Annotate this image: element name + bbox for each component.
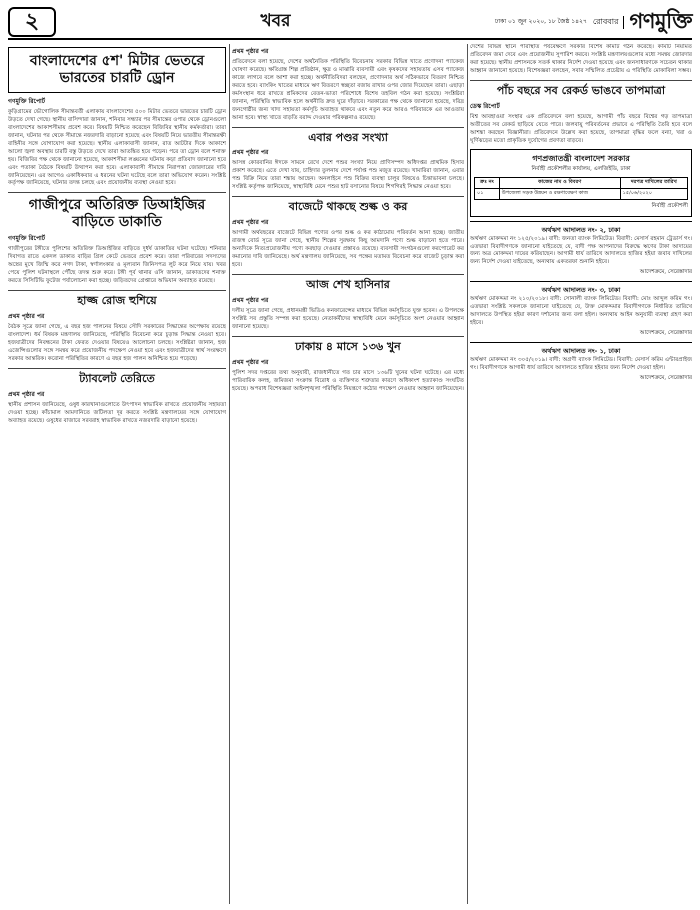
article-body: দেশের বিভিন্ন স্থানে পরিস্থিতি পর্যবেক্ষণে সরকার বিশেষ কমিটি গঠন করেছে। কমিটি নিয়মিত প্রতিবেদন জমা দেবে এবং প্রয়োজনীয় সুপারিশ করবে। সংশ্লিষ্ট মন্ত্রণালয়গুলোর মধ্যে সমন্বয় জোরদার করা হয়েছে। স্থানীয় প্রশাসনকে সতর্ক থাকার নির্দেশ দেওয়া হয়েছে এবং জনসাধারণকে সচেতন থাকার আহ্বান জানানো হয়েছে। বিশেষজ্ঞরা বলছেন, সবার সম্মিলিত প্রচেষ্টায় এ পরিস্থিতি মোকাবিলা সম্ভব। [470, 44, 692, 74]
newspaper-logo: গণমুক্তি [629, 8, 692, 33]
byline: প্রথম পৃষ্ঠার পর [232, 296, 269, 304]
column-left [8, 44, 226, 904]
table-row [475, 188, 688, 199]
table-cell: ০১ [475, 188, 500, 199]
headline-sheikh-hasina: আজ শেখ হাসিনার [306, 277, 390, 291]
court-title: অর্থঋণ আদালত নং- ২, ঢাকা [541, 225, 621, 234]
divider [8, 290, 226, 291]
article-body: কুড়িগ্রামের ভৌগোলিক সীমান্তবর্তী এলাকায় বাংলাদেশের ৫০০ মিটার ভেতরে ভারতের চারটি ড্রোন উড়তে দেখা গেছে। স্থানীয় বাসিন্দারা জানান, শনিবার সন্ধ্যার পর সীমান্তের ওপার থেকে ড্রোনগুলো বাংলাদেশের আকাশসীমায় প্রবেশ করে। বিষয়টি নিশ্চিত করেছেন বিজিবির স্থানীয় কর্মকর্তারা। তারা জানান, ঘটনার পর থেকে সীমান্তে নজরদারি বাড়ানো হয়েছে এবং বিষয়টি নিয়ে ভারতীয় সীমান্তরক্ষী বাহিনীর সঙ্গে যোগাযোগ করা হয়েছে। স্থানীয় এলাকাবাসী জানান, রাত আটটার দিকে আকাশে আলো জ্বলা অবস্থায় চারটি বস্তু উড়তে দেখে তারা আতঙ্কিত হয়ে পড়েন। পরে তা ড্রোন বলে শনাক্ত হয়। বিজিবির পক্ষ থেকে জানানো হয়েছে, আকাশসীমা লঙ্ঘনের ঘটনায় কড়া প্রতিবাদ জানানো হবে এবং পতাকা বৈঠকে বিষয়টি উত্থাপন করা হবে। এলাকাবাসী সীমান্তে নিরাপত্তা জোরদারের দাবি জানিয়েছেন। এর আগেও একাধিকবার এ ধরনের ঘটনা ঘটেছে বলে তারা অভিযোগ করেন। সংশ্লিষ্ট কর্তৃপক্ষ জানিয়েছে, ঘটনার তদন্ত চলছে এবং প্রয়োজনীয় ব্যবস্থা নেওয়া হবে। [8, 109, 226, 187]
page-number: ২ [8, 7, 56, 37]
table-header: দরপত্র দাখিলের তারিখ [620, 177, 687, 188]
byline: ডেস্ক রিপোর্ট [470, 102, 500, 110]
court-notice-3 [470, 342, 692, 383]
byline: গণমুক্তি রিপোর্ট [8, 98, 46, 106]
byline: প্রথম পৃষ্ঠার পর [8, 390, 45, 398]
table-header: কাজের নাম ও বিবরণ [499, 177, 620, 188]
headline-budget: বাজেটে থাকছে শুল্ক ও কর [288, 200, 408, 214]
divider [470, 80, 692, 81]
divider [232, 274, 464, 275]
column-divider [467, 44, 468, 904]
court-signature: আদেশক্রমে, সেরেস্তাদার [639, 374, 692, 381]
notice-subtitle: নির্বাহী প্রকৌশলীর কার্যালয়, এলজিইডি, ঢাকা [531, 166, 631, 173]
headline-hajj: হাজ্জ রোজ হুশিয়ে [77, 294, 157, 308]
date-line: ঢাকা ০১ জুন ২০২০, ১৮ জৈষ্ঠ ১৪২৭ [495, 18, 587, 26]
article-body: দলীয় সূত্রে জানা গেছে, প্রধানমন্ত্রী ভিডিও কনফারেন্সের মাধ্যমে বিভিন্ন কর্মসূচিতে যুক্ত হবেন। এ উপলক্ষে সংশ্লিষ্ট সব প্রস্তুতি সম্পন্ন করা হয়েছে। নেতাকর্মীদের স্বাস্থ্যবিধি মেনে কর্মসূচিতে অংশ নেওয়ার আহ্বান জানানো হয়েছে। [232, 307, 464, 330]
court-title: অর্থঋণ আদালত নং- ১, ঢাকা [541, 347, 621, 356]
column-divider [229, 44, 230, 904]
byline: প্রথম পৃষ্ঠার পর [232, 358, 269, 366]
divider [8, 368, 226, 369]
notice-signature: নির্বাহী প্রকৌশলী [651, 202, 688, 209]
court-title: অর্থঋণ আদালত নং- ৩, ঢাকা [541, 286, 621, 295]
byline: গণমুক্তি রিপোর্ট [8, 235, 46, 243]
court-body: অর্থঋণ মোকদ্দমা নং ২১০/২০১৮। বাদী: সোনালী ব্যাংক লিমিটেড। বিবাদী: মোঃ আব্দুল করিম গং। এতদ্বারা সংশ্লিষ্ট সকলকে জানানো যাইতেছে যে, উক্ত মোকদ্দমার বিবাদীগণকে নির্ধারিত তারিখে আদালতে উপস্থিত হইয়া কারণ দর্শানোর জন্য বলা হইল। অন্যথায় আইন অনুযায়ী ব্যবস্থা গ্রহণ করা হইবে। [470, 296, 692, 327]
court-signature: আদেশক্রমে, সেরেস্তাদার [639, 330, 692, 337]
headline-tablet: ট্যাবলেট তেরিতে [79, 371, 155, 385]
article-body: গাজীপুরের টঙ্গীতে পুলিশের অতিরিক্ত ডিআইজির বাড়িতে দুর্ধর্ষ ডাকাতির ঘটনা ঘটেছে। শনিবার দিবাগত রাতে একদল ডাকাত বাড়ির গ্রিল কেটে ভেতরে প্রবেশ করে। তারা পরিবারের সদস্যদের অস্ত্রের মুখে জিম্মি করে নগদ টাকা, স্বর্ণালংকার ও মূল্যবান জিনিসপত্র লুট করে নিয়ে যায়। খবর পেয়ে পুলিশ ঘটনাস্থলে পৌঁছে তদন্ত শুরু করে। টঙ্গী পূর্ব থানার ওসি জানান, ডাকাতদের শনাক্ত করতে সিসিটিভি ফুটেজ পর্যালোচনা করা হচ্ছে। জড়িতদের গ্রেপ্তারে অভিযান অব্যাহত রয়েছে। [8, 246, 226, 285]
divider [8, 192, 226, 193]
notice-title: গণপ্রজাতন্ত্রী বাংলাদেশ সরকার [532, 154, 630, 164]
table-cell: উপজেলা সড়ক উন্নয়ন ও রক্ষণাবেক্ষণ কাজ [499, 188, 620, 199]
government-notice [470, 149, 692, 216]
day-label: রোববার [593, 16, 625, 29]
article-body: বৈঠক সূত্রে জানা গেছে, এ বছর হজ পালনের বিষয়ে সৌদি সরকারের সিদ্ধান্তের অপেক্ষায় রয়েছে বাংলাদেশ। ধর্ম বিষয়ক মন্ত্রণালয় জানিয়েছে, পরিস্থিতি বিবেচনা করে চূড়ান্ত সিদ্ধান্ত নেওয়া হবে। হজযাত্রীদের নিবন্ধনের টাকা ফেরত দেওয়ার বিষয়েও আলোচনা চলছে। সংশ্লিষ্টরা জানান, হজ এজেন্সিগুলোর সঙ্গে সমন্বয় করে প্রয়োজনীয় পদক্ষেপ নেওয়া হবে এবং হজযাত্রীদের স্বার্থ সংরক্ষণে সরকার আন্তরিক। করোনা পরিস্থিতির কারণে এ বছর হজ পালন অনিশ্চিত হয়ে পড়েছে। [8, 324, 226, 362]
byline: প্রথম পৃষ্ঠার পর [232, 149, 269, 157]
byline: প্রথম পৃষ্ঠার পর [8, 313, 45, 321]
table-cell: ১৫/০৬/২০২০ [620, 188, 687, 199]
article-body: বিশ্ব আবহাওয়া সংস্থার এক প্রতিবেদনে বলা হয়েছে, আগামী পাঁচ বছরে বিশ্বের গড় তাপমাত্রা অতীতের সব রেকর্ড ছাড়িয়ে যেতে পারে। জলবায়ু পরিবর্তনের প্রভাবে এ পরিস্থিতি তৈরি হবে বলে আশঙ্কা করছেন বিজ্ঞানীরা। প্রতিবেদনে উল্লেখ করা হয়েছে, তাপমাত্রা বৃদ্ধির ফলে বন্যা, খরা ও ঘূর্ণিঝড়ের মতো প্রাকৃতিক দুর্যোগের প্রবণতা বাড়বে। [470, 113, 692, 144]
byline: প্রথম পৃষ্ঠার পর [232, 219, 269, 227]
table-header: ক্রঃ নং [475, 177, 500, 188]
divider [232, 336, 464, 337]
court-body: অর্থঋণ মোকদ্দমা নং ১২৫/২০১৯। বাদী: জনতা ব্যাংক লিমিটেড। বিবাদী: মেসার্স রহমান ট্রেডার্স গং। এতদ্বারা বিবাদীগণকে জানানো যাইতেছে যে, বাদী পক্ষ আপনাদের বিরুদ্ধে ঋণের টাকা আদায়ের জন্য অত্র মোকদ্দমা দায়ের করিয়াছেন। আগামী ধার্য তারিখে আদালতে হাজির হইয়া জবাব দাখিলের জন্য নির্দেশ দেওয়া যাইতেছে, অন্যথায় একতরফা শুনানি হইবে। [470, 235, 692, 266]
section-title: খবর [260, 11, 291, 31]
headline-dhaka-murders: ঢাকায় ৪ মাসে ১৩৬ খুন [295, 339, 401, 353]
article-body: প্রতিবেদনে বলা হয়েছে, দেশের অর্থনৈতিক পরিস্থিতি বিবেচনায় সরকার বিভিন্ন খাতে প্রণোদনা প্যাকেজ ঘোষণা করেছে। ক্ষতিগ্রস্ত শিল্প প্রতিষ্ঠান, ক্ষুদ্র ও মাঝারি ব্যবসায়ী এবং কৃষকদের সহায়তায় এসব প্যাকেজ কাজে লাগবে বলে আশা করা হচ্ছে। অর্থনীতিবিদরা বলছেন, প্রণোদনার অর্থ সঠিকভাবে বিতরণ নিশ্চিত করতে হবে। ব্যাংকিং খাতের মাধ্যমে ঋণ বিতরণে স্বচ্ছতা বজায় রাখার ওপর জোর দিয়েছেন তারা। এছাড়া কর্মসংস্থান ধরে রাখতে শ্রমিকদের বেতন-ভাতা পরিশোধে বিশেষ তহবিল গঠন করা হয়েছে। সংশ্লিষ্টরা জানান, পরিস্থিতি স্বাভাবিক হলে অর্থনীতি দ্রুত ঘুরে দাঁড়াবে। সরকারের পক্ষ থেকে জানানো হয়েছে, দরিদ্র জনগোষ্ঠীর জন্য খাদ্য সহায়তা কর্মসূচি অব্যাহত থাকবে এবং নতুন করে আরও পরিবারকে এর আওতায় আনা হবে। স্বাস্থ্য খাতে বাড়তি বরাদ্দ দেওয়ার পরিকল্পনাও রয়েছে। [232, 59, 464, 121]
article-body: স্থানীয় প্রশাসন জানিয়েছে, ওষুধ কারখানাগুলোতে উৎপাদন স্বাভাবিক রাখতে প্রয়োজনীয় সহায়তা দেওয়া হচ্ছে। কাঁচামাল আমদানিতে জটিলতা দূর করতে সংশ্লিষ্ট মন্ত্রণালয়ের সঙ্গে যোগাযোগ অব্যাহত রয়েছে। ওষুধের বাজারে সরবরাহ স্বাভাবিক রাখতে নজরদারি বাড়ানো হয়েছে। [8, 401, 226, 424]
headline-drones: বাংলাদেশের ৫শ' মিটার ভেতরে ভারতের চারটি ড্রোন [29, 53, 205, 86]
headline-livestock: এবার পণ্ডর সংখ্যা [308, 130, 388, 144]
notice-table [474, 177, 688, 200]
masthead [8, 6, 692, 40]
headline-gazipur: গাজীপুরে অতিরিক্ত ডিআইজির বাড়িতে ডাকাতি [28, 197, 206, 230]
column-right [470, 44, 692, 904]
byline: প্রথম পৃষ্ঠার পর [232, 48, 269, 55]
article-body: পুলিশ সদর দপ্তরের তথ্য অনুযায়ী, রাজধানীতে গত চার মাসে ১৩৬টি খুনের ঘটনা ঘটেছে। এর মধ্যে পারিবারিক কলহ, জমিজমা সংক্রান্ত বিরোধ ও ব্যক্তিগত শত্রুতার কারণে অধিকাংশ হত্যাকাণ্ড সংঘটিত হয়েছে। অপরাধ বিশেষজ্ঞরা আইনশৃঙ্খলা পরিস্থিতি নিয়ন্ত্রণে কঠোর পদক্ষেপ নেওয়ার আহ্বান জানিয়েছেন। [232, 369, 464, 392]
court-body: অর্থঋণ মোকদ্দমা নং ৩০৫/২০১৯। বাদী: অগ্রণী ব্যাংক লিমিটেড। বিবাদী: মেসার্স করিম এন্টারপ্রাইজ গং। বিবাদীগণকে আগামী ধার্য তারিখে আদালতে হাজির হইবার জন্য নির্দেশ দেওয়া হইল। [470, 357, 692, 372]
headline-temperature: পাঁচ বছরে সব রেকর্ড ভাঙবে তাপমাত্রা [496, 83, 666, 97]
article-body: আসন্ন কোরবানির ঈদকে সামনে রেখে দেশে পশুর সংখ্যা নিয়ে প্রাণিসম্পদ অধিদপ্তর প্রাথমিক হিসাব প্রকাশ করেছে। এতে দেখা যায়, চাহিদার তুলনায় দেশে পর্যাপ্ত পশু মজুত রয়েছে। খামারিরা জানান, এবার পশু বিক্রি নিয়ে তারা শঙ্কায় আছেন। অনলাইনে পশু বিক্রির ব্যবস্থা চালুর বিষয়েও চিন্তাভাবনা চলছে। সংশ্লিষ্ট কর্তৃপক্ষ জানিয়েছে, স্বাস্থ্যবিধি মেনে পশুর হাট বসানোর বিষয়ে শিগগিরই সিদ্ধান্ত নেওয়া হবে। [232, 160, 464, 191]
court-notice-2 [470, 281, 692, 338]
column-middle [232, 44, 464, 904]
story-drones [8, 47, 226, 93]
article-body: আগামী অর্থবছরের বাজেটে বিভিন্ন পণ্যের ওপর শুল্ক ও কর কাঠামোয় পরিবর্তন আনা হচ্ছে। জাতীয় রাজস্ব বোর্ড সূত্রে জানা গেছে, স্থানীয় শিল্পের সুরক্ষায় কিছু আমদানি পণ্যে শুল্ক বাড়ানো হতে পারে। অন্যদিকে নিত্যপ্রয়োজনীয় পণ্যে করছাড় দেওয়ার প্রস্তাবও রয়েছে। ব্যবসায়ী সংগঠনগুলো করপোরেট কর কমানোর দাবি জানিয়েছে। অর্থ মন্ত্রণালয় জানিয়েছে, সব পক্ষের মতামত বিবেচনা করে বাজেট চূড়ান্ত করা হবে। [232, 230, 464, 268]
court-notice-1 [470, 221, 692, 278]
divider [232, 196, 464, 197]
court-signature: আদেশক্রমে, সেরেস্তাদার [639, 269, 692, 276]
divider [232, 127, 464, 128]
